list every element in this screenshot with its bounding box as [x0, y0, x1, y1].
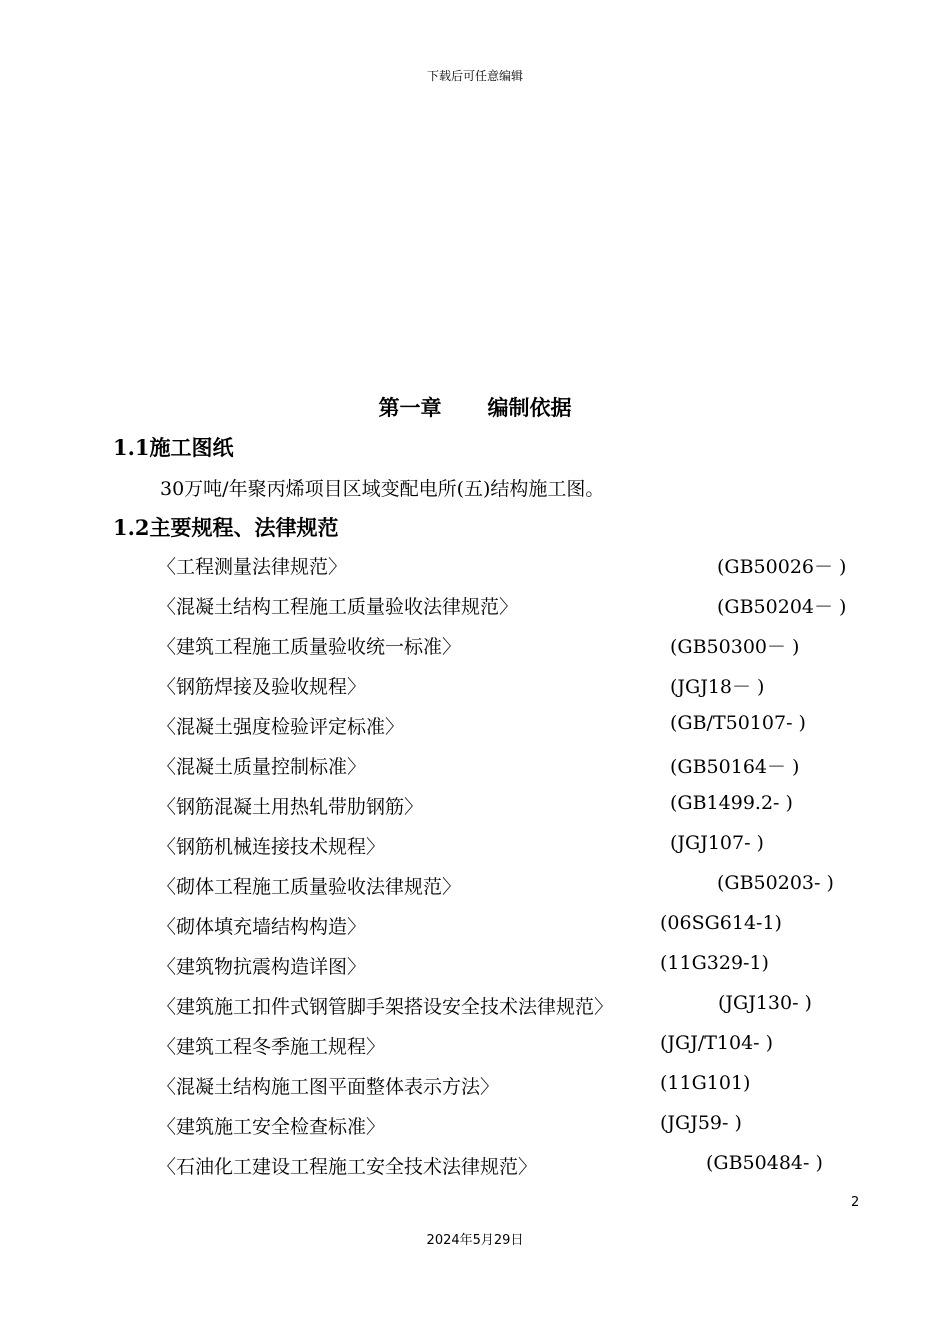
- standard-item: [0, 912, 950, 942]
- standard-code: (11G101): [660, 1072, 751, 1094]
- standard-code: (GB50484- ): [706, 1152, 823, 1174]
- standard-code: (GB1499.2- ): [670, 792, 793, 814]
- chapter-number: 第一章: [378, 396, 442, 420]
- standard-title: 〈砌体填充墙结构构造〉: [157, 916, 367, 938]
- standard-title: 〈建筑施工扣件式钢管脚手架搭设安全技术法律规范〉: [157, 996, 614, 1018]
- standard-item: [0, 832, 950, 862]
- section-heading-1-2: [113, 512, 339, 542]
- standard-item: [0, 1072, 950, 1102]
- standard-code: (JGJ18－ ): [670, 676, 765, 698]
- standard-item: [0, 1112, 950, 1142]
- chapter-heading: [0, 392, 950, 422]
- standard-title: 〈混凝土质量控制标准〉: [157, 756, 367, 778]
- standard-code: (JGJ107- ): [670, 832, 764, 854]
- standard-code: (JGJ59- ): [660, 1112, 742, 1134]
- standard-title: 〈建筑工程施工质量验收统一标准〉: [157, 636, 462, 658]
- standard-code: (JGJ/T104- ): [660, 1032, 774, 1054]
- standard-code: (GB50300－ ): [670, 636, 800, 658]
- standard-title: 〈混凝土强度检验评定标准〉: [157, 716, 405, 738]
- standard-title: 〈石油化工建设工程施工安全技术法律规范〉: [157, 1156, 538, 1178]
- standard-title: 〈混凝土结构施工图平面整体表示方法〉: [157, 1076, 500, 1098]
- standard-code: (GB/T50107- ): [670, 712, 806, 734]
- chapter-title: 编制依据: [487, 396, 572, 420]
- standard-item: [0, 632, 950, 662]
- standard-title: 〈混凝土结构工程施工质量验收法律规范〉: [157, 596, 519, 618]
- section-title: 主要规程、法律规范: [149, 516, 339, 540]
- standard-code: (GB50026－ ): [717, 556, 847, 578]
- section-number: 1.2: [113, 515, 150, 540]
- page-number: 2: [851, 1195, 860, 1210]
- section-number: 1.1: [113, 435, 150, 460]
- standard-item: [0, 992, 950, 1022]
- standard-title: 〈砌体工程施工质量验收法律规范〉: [157, 876, 462, 898]
- standard-item: [0, 592, 950, 622]
- standard-code: (06SG614-1): [660, 912, 782, 934]
- standard-title: 〈钢筋焊接及验收规程〉: [157, 676, 367, 698]
- standard-title: 〈工程测量法律规范〉: [157, 556, 348, 578]
- standard-item: [0, 552, 950, 582]
- standard-item: [0, 672, 950, 702]
- page-footer-date: 2024年5月29日: [426, 1233, 524, 1248]
- standard-title: 〈建筑工程冬季施工规程〉: [157, 1036, 386, 1058]
- standard-title: 〈建筑施工安全检查标准〉: [157, 1116, 386, 1138]
- standard-code: (GB50164－ ): [670, 756, 800, 778]
- page-header: 下载后可任意编辑: [426, 69, 523, 83]
- standard-code: (11G329-1): [660, 952, 769, 974]
- standard-item: [0, 712, 950, 742]
- standard-item: [0, 952, 950, 982]
- standard-title: 〈建筑物抗震构造详图〉: [157, 956, 367, 978]
- section-title: 施工图纸: [149, 436, 234, 460]
- standard-item: [0, 792, 950, 822]
- standard-item: [0, 1152, 950, 1182]
- section-heading-1-1: [113, 432, 234, 462]
- standard-item: [0, 872, 950, 902]
- standard-item: [0, 752, 950, 782]
- standard-item: [0, 1032, 950, 1062]
- standard-code: (GB50203- ): [717, 872, 834, 894]
- standard-code: (JGJ130- ): [718, 992, 812, 1014]
- section-1-1-text: 30万吨/年聚丙烯项目区域变配电所(五)结构施工图。: [160, 478, 605, 500]
- standard-code: (GB50204－ ): [717, 596, 847, 618]
- standard-title: 〈钢筋机械连接技术规程〉: [157, 836, 386, 858]
- standard-title: 〈钢筋混凝土用热轧带肋钢筋〉: [157, 796, 424, 818]
